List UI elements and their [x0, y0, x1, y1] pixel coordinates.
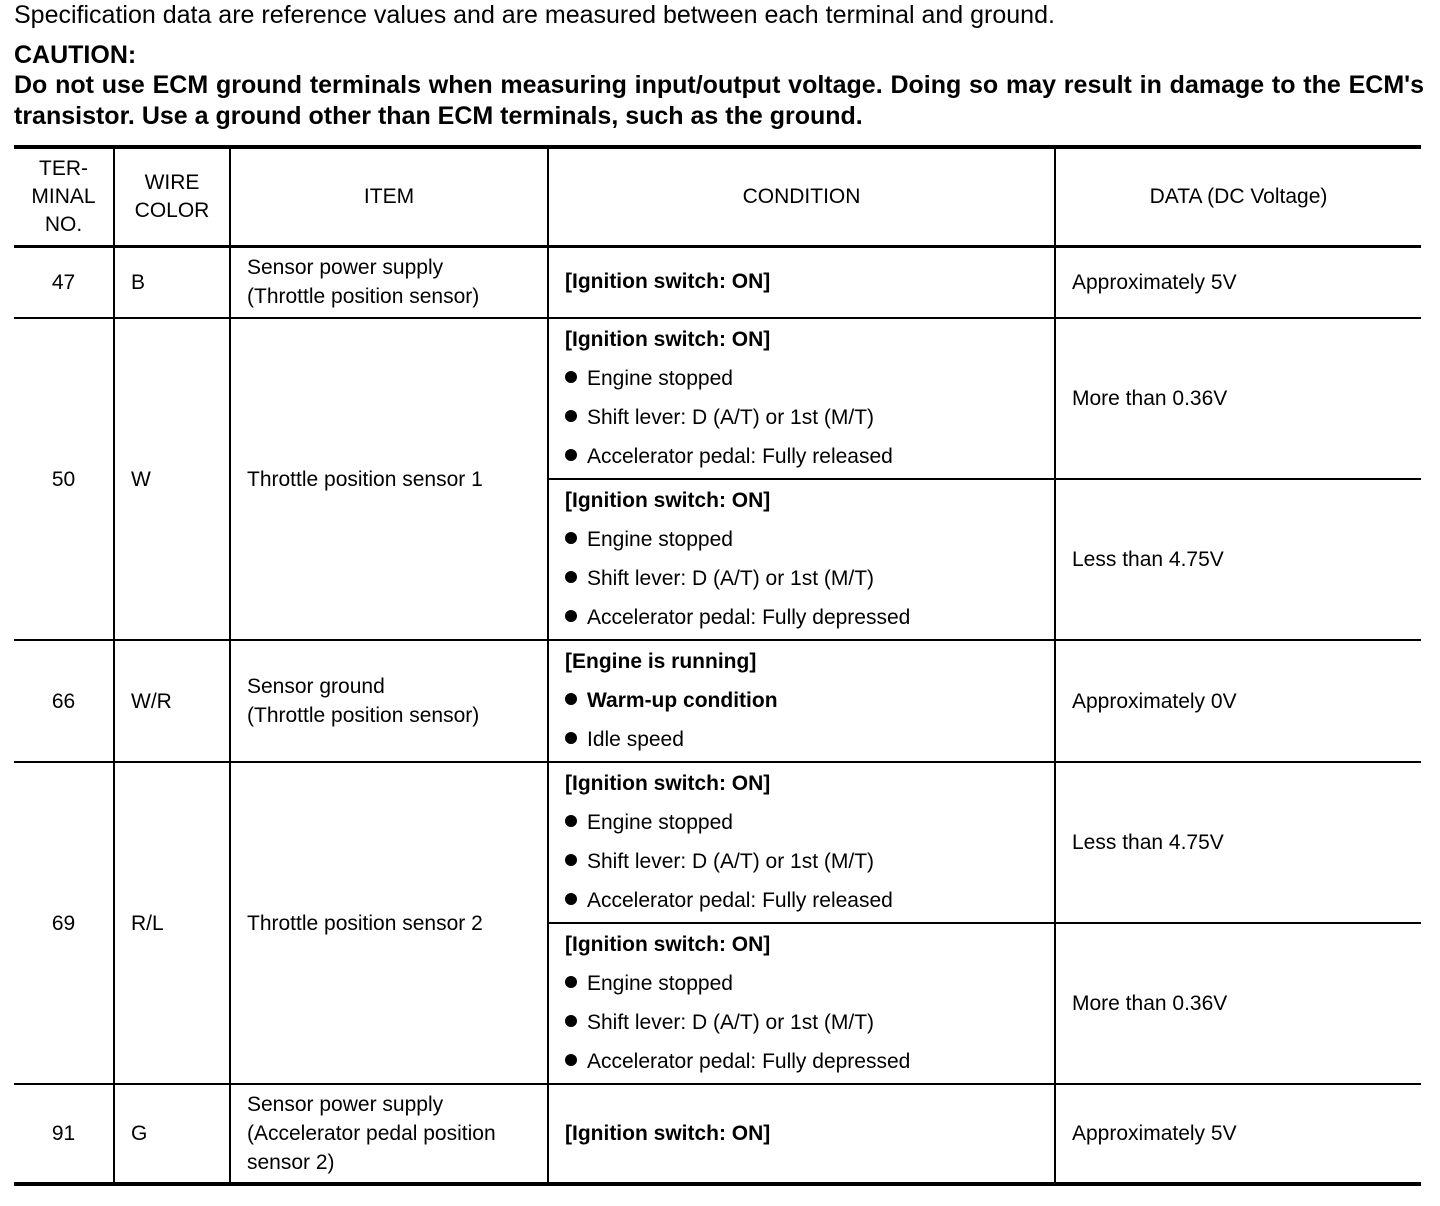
condition-heading: [Ignition switch: ON] — [565, 772, 771, 795]
condition-bullet — [565, 559, 1040, 598]
header-data: DATA (DC Voltage) — [1055, 147, 1421, 246]
condition-heading: [Ignition switch: ON] — [565, 489, 771, 512]
terminal-no: 91 — [14, 1084, 114, 1184]
header-terminal-no — [14, 147, 114, 246]
condition-heading: [Ignition switch: ON] — [565, 1121, 771, 1145]
condition-cell — [548, 762, 1055, 923]
header-terminal-line: MINAL — [31, 184, 96, 208]
item-line: Sensor power supply — [247, 256, 444, 280]
item-cell — [230, 1084, 548, 1184]
condition-bullet-text: Engine stopped — [587, 811, 733, 834]
item-cell — [230, 318, 548, 640]
condition-bullet-text: Shift lever: D (A/T) or 1st (M/T) — [587, 850, 875, 873]
condition-bullet — [565, 398, 1040, 437]
item-line: Throttle position sensor 1 — [247, 467, 483, 491]
terminal-no: 66 — [14, 640, 114, 762]
condition-bullet-text: Engine stopped — [587, 972, 733, 995]
bullet-dot-icon — [565, 532, 577, 544]
condition-bullet-text: Shift lever: D (A/T) or 1st (M/T) — [587, 1011, 875, 1034]
intro-section — [14, 0, 1424, 132]
condition-bullet-text: Accelerator pedal: Fully released — [587, 889, 893, 912]
header-wire-line: COLOR — [134, 198, 210, 222]
condition-cell — [548, 640, 1055, 762]
data-value: More than 0.36V — [1055, 318, 1421, 479]
header-terminal-line: NO. — [44, 212, 83, 236]
condition-cell — [548, 246, 1055, 318]
condition-heading: [Ignition switch: ON] — [565, 270, 771, 294]
condition-heading: [Engine is running] — [565, 650, 757, 673]
condition-bullet — [565, 437, 1040, 476]
condition-heading: [Ignition switch: ON] — [565, 328, 771, 351]
wire-color: G — [114, 1084, 230, 1184]
item-line: Sensor power supply — [247, 1093, 444, 1116]
header-wire-line: WIRE — [144, 170, 200, 194]
data-value: Approximately 5V — [1055, 246, 1421, 318]
condition-bullet — [565, 803, 1040, 842]
condition-cell — [548, 479, 1055, 640]
bullet-dot-icon — [565, 571, 577, 583]
bullet-dot-icon — [565, 371, 577, 383]
bullet-dot-icon — [565, 893, 577, 905]
header-condition: CONDITION — [548, 147, 1055, 246]
bullet-dot-icon — [565, 410, 577, 422]
terminal-no: 69 — [14, 762, 114, 1084]
bullet-dot-icon — [565, 732, 577, 744]
item-line: (Accelerator pedal position — [247, 1122, 496, 1145]
condition-heading: [Ignition switch: ON] — [565, 933, 771, 956]
table-header-row — [14, 147, 1421, 246]
caution-heading: CAUTION: — [14, 41, 137, 69]
condition-bullet — [565, 720, 1040, 759]
bullet-dot-icon — [565, 854, 577, 866]
condition-bullet — [565, 842, 1040, 881]
item-line: (Throttle position sensor) — [247, 704, 480, 727]
wire-color: W/R — [114, 640, 230, 762]
condition-bullet-text: Accelerator pedal: Fully depressed — [587, 606, 911, 629]
condition-cell — [548, 1084, 1055, 1184]
item-cell — [230, 640, 548, 762]
wire-color: R/L — [114, 762, 230, 1084]
caution-text: Do not use ECM ground terminals when measuring input/output voltage. Doing so may result in damage to the ECM's transistor. Use a ground other than ECM terminals, such as the ground. — [14, 71, 1424, 130]
terminal-no: 47 — [14, 246, 114, 318]
item-line: sensor 2) — [247, 1151, 335, 1174]
condition-bullet-text: Engine stopped — [587, 367, 733, 390]
header-terminal-line: TER- — [39, 156, 88, 180]
header-wire-color — [114, 147, 230, 246]
data-value: Less than 4.75V — [1055, 762, 1421, 923]
condition-cell — [548, 318, 1055, 479]
condition-bullet-text: Shift lever: D (A/T) or 1st (M/T) — [587, 406, 875, 429]
table-row — [14, 318, 1421, 479]
header-item: ITEM — [230, 147, 548, 246]
bullet-dot-icon — [565, 1054, 577, 1066]
condition-cell — [548, 923, 1055, 1084]
wire-color: W — [114, 318, 230, 640]
wire-color: B — [114, 246, 230, 318]
item-line: (Throttle position sensor) — [247, 285, 480, 309]
data-value: Less than 4.75V — [1055, 479, 1421, 640]
item-line: Sensor ground — [247, 675, 385, 698]
data-value: Approximately 5V — [1055, 1084, 1421, 1184]
terminal-no: 50 — [14, 318, 114, 640]
condition-bullet-text: Engine stopped — [587, 528, 733, 551]
bullet-dot-icon — [565, 976, 577, 988]
bullet-dot-icon — [565, 449, 577, 461]
table-row — [14, 1084, 1421, 1184]
condition-bullet-text: Accelerator pedal: Fully released — [587, 445, 893, 468]
condition-bullet — [565, 1003, 1040, 1042]
condition-bullet-text: Warm-up condition — [587, 689, 778, 712]
condition-bullet — [565, 598, 1040, 637]
table-row — [14, 640, 1421, 762]
table-row — [14, 246, 1421, 318]
condition-bullet — [565, 359, 1040, 398]
item-cell — [230, 246, 548, 318]
bullet-dot-icon — [565, 815, 577, 827]
condition-bullet — [565, 520, 1040, 559]
data-value: More than 0.36V — [1055, 923, 1421, 1084]
condition-bullet — [565, 964, 1040, 1003]
condition-bullet-text: Shift lever: D (A/T) or 1st (M/T) — [587, 567, 875, 590]
item-line: Throttle position sensor 2 — [247, 911, 483, 935]
data-value: Approximately 0V — [1055, 640, 1421, 762]
bullet-dot-icon — [565, 610, 577, 622]
bullet-dot-icon — [565, 1015, 577, 1027]
condition-bullet-text: Accelerator pedal: Fully depressed — [587, 1050, 911, 1073]
specification-note: Specification data are reference values and are measured between each terminal and ground. — [14, 1, 1055, 29]
bullet-dot-icon — [565, 693, 577, 705]
condition-bullet — [565, 681, 1040, 720]
condition-bullet — [565, 881, 1040, 920]
condition-bullet — [565, 1042, 1040, 1081]
item-cell — [230, 762, 548, 1084]
terminal-spec-table — [14, 145, 1421, 1186]
condition-bullet-text: Idle speed — [587, 728, 684, 751]
table-row — [14, 762, 1421, 923]
